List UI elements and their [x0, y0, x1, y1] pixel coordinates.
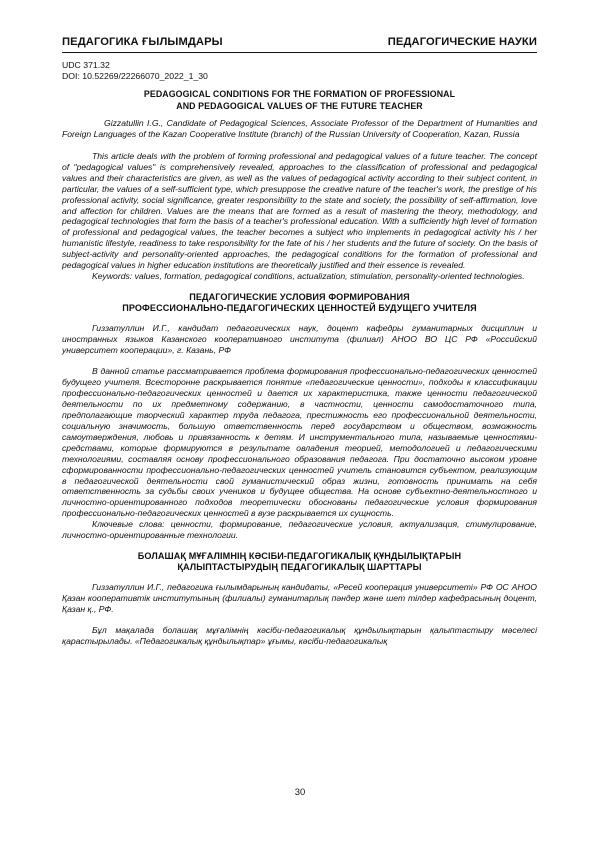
udc-code: UDC 371.32 — [62, 60, 110, 70]
page-number: 30 — [294, 786, 306, 797]
english-abstract: This article deals with the problem of forming professional and pedagogical values of a future teacher. The concept of "pedagogical values" is comprehensively revealed, approaches to the classification of professional and pedagogical values and their characteristics are given, as well as the values of pedagogical activity according to their subject content, in particular, the values of a self-sufficient type, which presuppose the creative nature of the teacher's work, the prestige of his professional activity, social significance, greater responsibility to the state and society, the possibility of self-affirmation, love and affection for children. Values are the means that are formed as a result of mastering the theory, methodology, and pedagogical technologies that form the basis of a teacher's professional education. With a sufficiently high level of formation of professional and pedagogical values, the teacher becomes a subject who implements in pedagogical activity his / her humanistic lifestyle, readiness to take responsibility for the fate of his / her students and the future of society. On the basis of subject-activity and personality-oriented approaches, the pedagogical conditions for the formation of professional and pedagogical values in higher education institutions are theoretically justified and their essence is revealed. — [62, 151, 537, 271]
article-content — [62, 60, 537, 647]
kazakh-author: Гиззатуллин И.Г., педагогика ғылымдарының кандидаты, «Ресей кооперация университеті» РФ ОС АНОО Қазан кооперативтік институтының (филиалы) гуманитарлық пәндер және шет тілдер кафедрасының доцент, Қазан қ., РФ. — [62, 581, 537, 614]
header-left: ПЕДАГОГИКА ҒЫЛЫМДАРЫ — [62, 36, 223, 48]
russian-author: Гиззатуллин И.Г., кандидат педагогических наук, доцент кафедры гуманитарных дисциплин и иностранных языков Казанского кооперативного института (филиал) АНОО ВО ЦС РФ «Российский университет кооперации», г. Казань, РФ — [62, 322, 537, 355]
kazakh-title-line-2: ҚАЛЫПТАСТЫРУДЫҢ ПЕДАГОГИКАЛЫҚ ШАРТТАРЫ — [177, 562, 422, 573]
kazakh-title-line-1: БОЛАШАҚ МҰҒАЛІМНІҢ КӘСІБИ-ПЕДАГОГИКАЛЫҚ ҚҰНДЫЛЫҚТАРЫН — [137, 550, 462, 561]
russian-title-line-1: ПЕДАГОГИЧЕСКИЕ УСЛОВИЯ ФОРМИРОВАНИЯ — [189, 291, 410, 302]
doi: DOI: 10.52269/22266070_2022_1_30 — [62, 71, 208, 82]
russian-title-line-2: ПРОФЕССИОНАЛЬНО-ПЕДАГОГИЧЕСКИХ ЦЕННОСТЕЙ БУДУЩЕГО УЧИТЕЛЯ — [122, 303, 477, 314]
english-title-line-1: PEDAGOGICAL CONDITIONS FOR THE FORMATION OF PROFESSIONAL — [143, 89, 456, 100]
english-title-line-2: AND PEDAGOGICAL VALUES OF THE FUTURE TEACHER — [176, 100, 423, 111]
header-right: ПЕДАГОГИЧЕСКИЕ НАУКИ — [387, 36, 537, 48]
english-author: Gizzatullin I.G., Candidate of Pedagogical Sciences, Associate Professor of the Department of Humanities and Foreign Languages of the Kazan Cooperative Institute (branch) of the Russian University of Cooperation, Kazan, Russia — [62, 118, 537, 140]
russian-keywords: Ключевые слова: ценности, формирование, педагогические условия, актуализация, стимулирование, личностно-ориентированные технологии. — [62, 519, 537, 541]
header-rule — [62, 52, 537, 53]
russian-abstract: В данной статье рассматривается проблема формирования профессионально-педагогических ценностей будущего учителя. Всесторонне раскрывается понятие «педагогические ценности», подходы к классификации профессионально-педагогических ценностей и дается их характеристика, также ценности педагогической деятельности по их предметному содержанию, в частности, ценности самодостаточного типа, предполагающие творческий характер труда педагога, престижность его профессиональной деятельности, социальную значимость, большую ответственность перед государством и обществом, возможность самоутверждения, любовь и привязанность к детям. И инструментального типа, называемые ценностями-средствами, которые формируются в результате овладения теорией, методологией и педагогическими технологиями, составляя основу профессионального образования педагога. При достаточно высоком уровне сформированности профессионально-педагогических ценностей учитель становится субъектом, реализующим в педагогической деятельности свой гуманистический образ жизни, готовность принимать на себя ответственность за судьбы своих учеников и будущее общества. На основе субъектно-деятельностного и личностно-ориентированного подходов теоретически обоснованы педагогические условия формирования профессионально-педагогических ценностей в вузе раскрывается их сущность. — [62, 366, 537, 519]
english-keywords: Keywords: values, formation, pedagogical conditions, actualization, stimulation, personality-oriented technologies. — [92, 271, 525, 281]
kazakh-abstract: Бұл мақалада болашақ мұғалімнің кәсіби-педагогикалық құндылықтарын қалыптастыру мәселесі қарастырылады. «Педагогикалық құндылықтар» ұғымы, кәсіби-педагогикалық — [62, 625, 537, 647]
